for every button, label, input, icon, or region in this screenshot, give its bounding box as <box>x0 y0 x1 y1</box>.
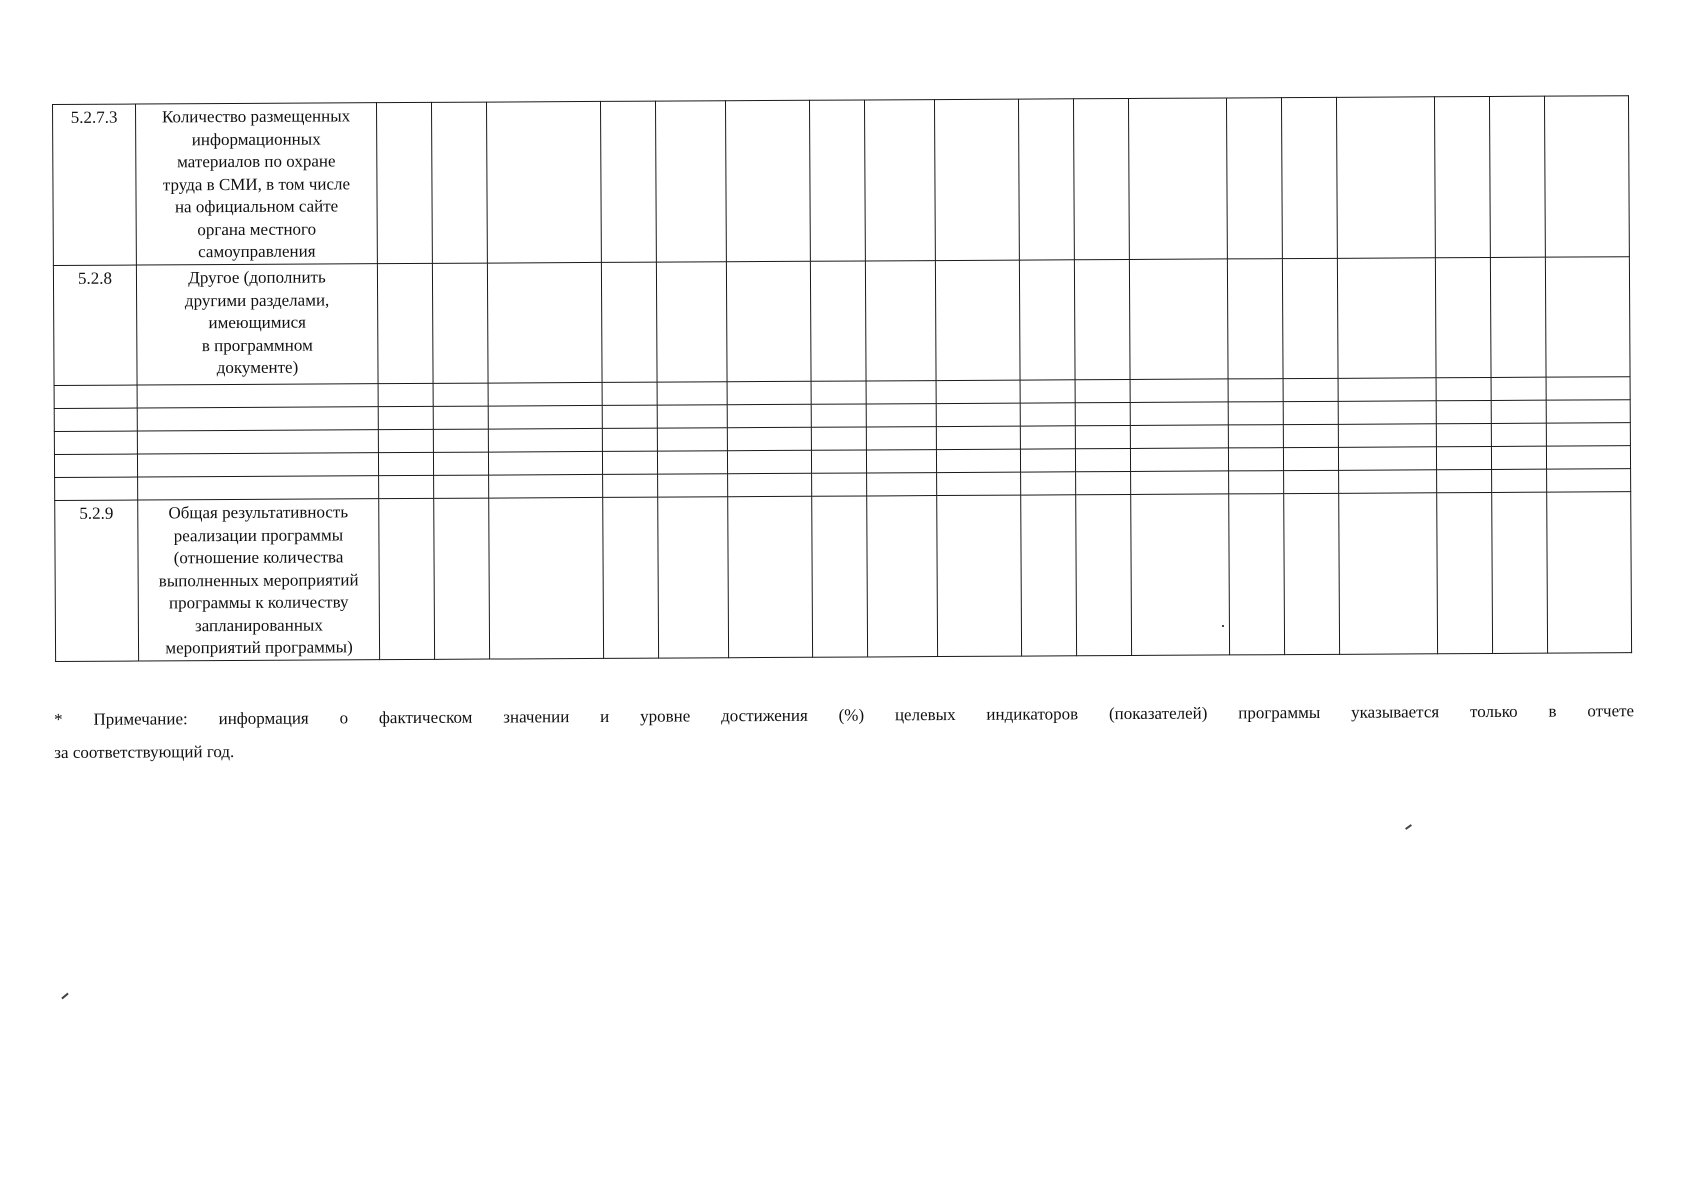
empty-cell <box>486 101 601 263</box>
empty-cell <box>727 427 811 450</box>
empty-cell <box>54 385 137 408</box>
empty-cell <box>1076 471 1131 494</box>
empty-cell <box>1436 446 1491 469</box>
empty-cell <box>812 473 867 496</box>
empty-cell <box>487 262 602 383</box>
empty-cell <box>866 381 936 404</box>
empty-cell <box>656 262 727 382</box>
empty-cell <box>1492 469 1547 492</box>
empty-cell <box>1283 401 1338 424</box>
empty-cell <box>1436 400 1491 423</box>
empty-cell <box>137 430 378 454</box>
empty-cell <box>811 427 866 450</box>
empty-cell <box>488 428 602 452</box>
empty-cell <box>657 451 727 474</box>
footnote-line-2: за соответствующий год. <box>54 741 235 762</box>
empty-cell <box>936 403 1020 426</box>
empty-cell <box>1546 423 1630 446</box>
empty-cell <box>54 408 137 431</box>
empty-cell <box>1228 448 1283 471</box>
indicators-table <box>52 95 1632 662</box>
empty-cell <box>1544 96 1629 257</box>
empty-cell <box>137 384 378 408</box>
empty-cell <box>602 405 657 428</box>
empty-cell <box>866 404 936 427</box>
empty-cell <box>434 498 490 659</box>
empty-cell <box>379 475 434 498</box>
empty-cell <box>727 450 811 473</box>
row-number: 5.2.7.3 <box>53 104 137 265</box>
empty-cell <box>937 495 1022 656</box>
empty-cell <box>727 404 811 427</box>
empty-cell <box>1128 98 1227 260</box>
empty-cell <box>1227 259 1283 379</box>
empty-cell <box>602 451 657 474</box>
empty-cell <box>809 100 865 261</box>
empty-cell <box>1283 378 1338 401</box>
empty-cell <box>1075 425 1130 448</box>
empty-cell <box>1435 257 1491 377</box>
empty-cell <box>1129 259 1228 380</box>
empty-cell <box>1130 402 1228 426</box>
empty-cell <box>812 496 868 657</box>
empty-cell <box>432 263 488 383</box>
empty-cell <box>866 427 936 450</box>
empty-cell <box>489 497 604 659</box>
empty-cell <box>936 380 1020 403</box>
empty-cell <box>433 383 488 406</box>
empty-cell <box>603 474 658 497</box>
empty-cell <box>378 406 433 429</box>
empty-cell <box>1339 470 1437 494</box>
empty-cell <box>1075 379 1130 402</box>
empty-cell <box>864 100 935 261</box>
empty-cell <box>657 428 727 451</box>
empty-cell <box>1074 259 1130 379</box>
empty-cell <box>1338 447 1436 471</box>
empty-cell <box>658 474 728 497</box>
empty-cell <box>1020 449 1075 472</box>
empty-cell <box>1018 99 1074 260</box>
empty-cell <box>1545 257 1630 377</box>
empty-cell <box>657 405 727 428</box>
scan-speck <box>1405 824 1412 830</box>
scan-speck <box>1222 625 1224 627</box>
empty-cell <box>433 452 488 475</box>
empty-cell <box>1492 492 1548 653</box>
empty-cell <box>137 453 378 477</box>
empty-cell <box>1491 446 1546 469</box>
empty-cell <box>378 429 433 452</box>
empty-cell <box>810 261 866 381</box>
empty-cell <box>865 261 936 381</box>
empty-cell <box>1284 470 1339 493</box>
empty-cell <box>1130 448 1228 472</box>
empty-cell <box>726 261 811 381</box>
empty-cell <box>1020 403 1075 426</box>
empty-cell <box>376 102 432 263</box>
empty-cell <box>1228 402 1283 425</box>
empty-cell <box>488 405 602 429</box>
row-number: 5.2.8 <box>53 265 137 385</box>
empty-cell <box>1020 426 1075 449</box>
empty-cell <box>866 450 936 473</box>
empty-cell <box>1075 402 1130 425</box>
empty-cell <box>1073 98 1129 259</box>
empty-cell <box>488 451 602 475</box>
empty-cell <box>1130 425 1228 449</box>
empty-cell <box>936 426 1020 449</box>
empty-cell <box>378 383 433 406</box>
empty-cell <box>602 382 657 405</box>
scan-speck <box>61 993 68 1000</box>
empty-cell <box>55 477 138 500</box>
empty-cell <box>1229 494 1285 655</box>
empty-cell <box>728 473 812 496</box>
empty-cell <box>936 449 1020 472</box>
empty-cell <box>1131 471 1229 495</box>
empty-cell <box>725 100 810 261</box>
empty-cell <box>1546 377 1630 400</box>
empty-cell <box>1336 97 1435 259</box>
empty-cell <box>1019 260 1075 380</box>
empty-cell <box>601 262 657 382</box>
empty-cell <box>1338 401 1436 425</box>
footnote-line-1: * Примечание: информация о фактическом значении и уровне достижения (%) целевых индикаторов (показателей) программы указывается только в отчете <box>54 701 1635 729</box>
empty-cell <box>1339 493 1438 655</box>
empty-cell <box>1489 96 1545 257</box>
empty-cell <box>657 382 727 405</box>
empty-cell <box>1281 97 1337 258</box>
row-name: Общая результативность реализации программы (отношение количества выполненных мероприятий программы к количеству запланированных мероприятий программы) <box>138 499 380 661</box>
empty-cell <box>1226 98 1282 259</box>
empty-cell <box>379 498 435 659</box>
empty-cell <box>1020 380 1075 403</box>
empty-cell <box>937 472 1021 495</box>
empty-cell <box>433 429 488 452</box>
empty-cell <box>1337 258 1436 379</box>
footnote <box>54 694 1634 769</box>
empty-cell <box>1021 495 1077 656</box>
empty-cell <box>138 476 379 500</box>
empty-cell <box>1491 400 1546 423</box>
empty-cell <box>54 454 137 477</box>
empty-cell <box>1436 423 1491 446</box>
empty-cell <box>1546 400 1630 423</box>
row-number: 5.2.9 <box>55 500 139 661</box>
empty-cell <box>1437 492 1493 653</box>
empty-cell <box>1075 448 1130 471</box>
empty-cell <box>1434 96 1490 257</box>
empty-cell <box>377 263 433 383</box>
row-name: Количество размещенных информационных материалов по охране труда в СМИ, в том числе на официальном сайте органа местного самоуправления <box>136 103 378 265</box>
empty-cell <box>1547 469 1631 492</box>
empty-cell <box>433 406 488 429</box>
empty-cell <box>935 260 1020 380</box>
empty-cell <box>1228 425 1283 448</box>
empty-cell <box>54 431 137 454</box>
empty-cell <box>1228 379 1283 402</box>
empty-cell <box>655 101 726 262</box>
empty-cell <box>867 473 937 496</box>
empty-cell <box>1491 423 1546 446</box>
table-row <box>53 96 1630 266</box>
empty-cell <box>1490 257 1546 377</box>
empty-cell <box>1229 471 1284 494</box>
empty-cell <box>1284 493 1340 654</box>
empty-cell <box>1546 446 1630 469</box>
empty-cell <box>378 452 433 475</box>
empty-cell <box>137 407 378 431</box>
empty-cell <box>1436 377 1491 400</box>
empty-cell <box>811 404 866 427</box>
empty-cell <box>602 428 657 451</box>
empty-cell <box>1283 447 1338 470</box>
empty-cell <box>1130 379 1228 403</box>
empty-cell <box>1547 492 1632 653</box>
empty-cell <box>488 382 602 406</box>
empty-cell <box>1076 494 1132 655</box>
empty-cell <box>603 497 659 658</box>
empty-cell <box>431 102 487 263</box>
empty-cell <box>1282 258 1338 378</box>
row-name: Другое (дополнить другими разделами, имеющимися в программном документе) <box>136 264 378 385</box>
empty-cell <box>728 496 813 657</box>
empty-cell <box>1131 494 1230 656</box>
empty-cell <box>1437 469 1492 492</box>
empty-cell <box>1021 472 1076 495</box>
empty-cell <box>1283 424 1338 447</box>
table-row <box>53 257 1630 386</box>
empty-cell <box>434 475 489 498</box>
empty-cell <box>867 496 938 657</box>
table-row <box>55 492 1632 662</box>
empty-cell <box>727 381 811 404</box>
empty-cell <box>1338 424 1436 448</box>
empty-cell <box>658 497 729 658</box>
empty-cell <box>811 381 866 404</box>
empty-cell <box>811 450 866 473</box>
empty-cell <box>1338 378 1436 402</box>
empty-cell <box>489 474 603 498</box>
empty-cell <box>934 99 1019 260</box>
empty-cell <box>1491 377 1546 400</box>
empty-cell <box>600 101 656 262</box>
